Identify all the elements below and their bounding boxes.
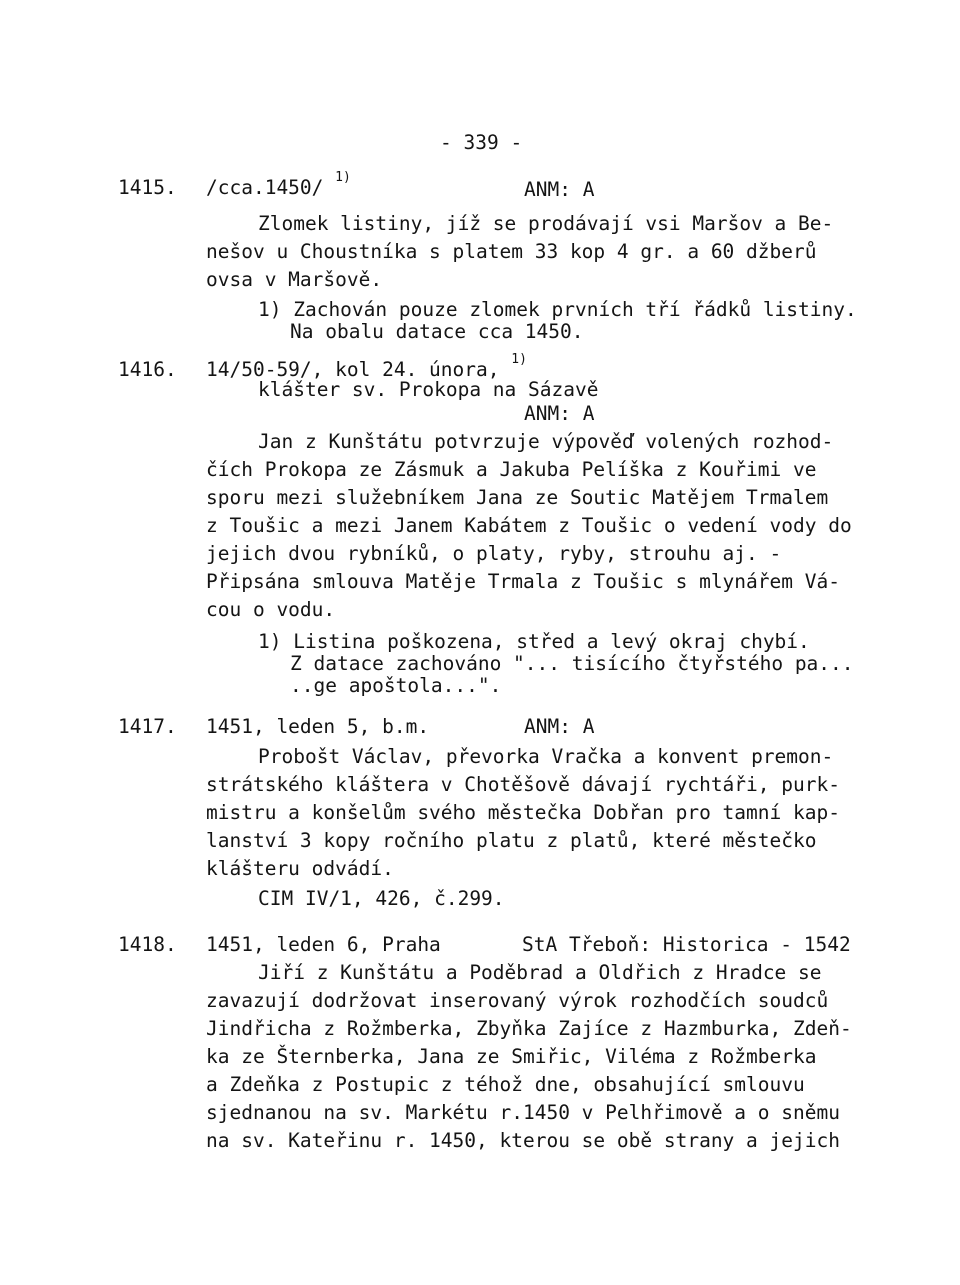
text-line: Probošt Václav, převorka Vračka a konvent premon- [258, 745, 834, 768]
text-line: jejich dvou rybníků, o platy, ryby, strouhu aj. - [206, 542, 782, 565]
footnote-line: 1) Zachován pouze zlomek prvních tří řádků listiny. [258, 298, 857, 321]
text-line: a Zdeňka z Postupic z téhož dne, obsahující smlouvu [206, 1073, 805, 1096]
entry-date: 1451, leden 6, Praha [206, 933, 441, 956]
text-line: nešov u Choustníka s platem 33 kop 4 gr. a 60 džberů [206, 240, 817, 263]
text-line: Jiří z Kunštátu a Poděbrad a Oldřich z Hradce se [258, 961, 822, 984]
text-line: Jindřicha z Rožmberka, Zbyňka Zajíce z Hazmburka, Zdeň- [206, 1017, 852, 1040]
text-line: Připsána smlouva Matěje Trmala z Toušic s mlynářem Vá- [206, 570, 840, 593]
footnote-line: Na obalu datace cca 1450. [290, 320, 584, 343]
footnote-mark: 1) [511, 351, 527, 367]
text-line: cou o vodu. [206, 598, 336, 621]
archive-reference: ANM: A [524, 402, 595, 425]
text-line: ka ze Šternberka, Jana ze Smiřic, Viléma z Rožmberka [206, 1045, 817, 1068]
text-line: Zlomek listiny, jíž se prodávají vsi Maršov a Be- [258, 212, 834, 235]
text-line: klášteru odvádí. [206, 857, 394, 880]
footnote-line: 1) Listina poškozena, střed a levý okraj chybí. [258, 630, 810, 653]
date-text: 14/50-59/, kol 24. února, [206, 358, 500, 381]
archive-reference: ANM: A [524, 178, 595, 201]
entry-date: 1451, leden 5, b.m. [206, 715, 430, 738]
entry-number: 1416. [118, 358, 177, 381]
text-line: sjednanou na sv. Markétu r.1450 v Pelhřimově a o sněmu [206, 1101, 840, 1124]
footnote-line: ..ge apoštola...". [290, 674, 502, 697]
date-text: /cca.1450/ [206, 176, 324, 199]
text-line: zavazují dodržovat inserovaný výrok rozhodčích soudců [206, 989, 829, 1012]
text-line: lanství 3 kopy ročního platu z platů, které městečko [206, 829, 817, 852]
footnote-line: Z datace zachováno "... tisícího čtyřstého pa... [290, 652, 854, 675]
text-line: strátského kláštera v Chotěšově dávají rychtáři, purk- [206, 773, 840, 796]
citation: CIM IV/1, 426, č.299. [258, 887, 505, 910]
entry-place: klášter sv. Prokopa na Sázavě [258, 378, 599, 401]
entry-date [206, 169, 351, 202]
text-line: ovsa v Maršově. [206, 268, 383, 291]
archive-reference: ANM: A [524, 715, 595, 738]
text-line: z Toušic a mezi Janem Kabátem z Toušic o vedení vody do [206, 514, 852, 537]
text-line: mistru a konšelům svého městečka Dobřan pro tamní kap- [206, 801, 840, 824]
text-line: na sv. Kateřinu r. 1450, kterou se obě strany a jejich [206, 1129, 840, 1152]
page-number: - 339 - [440, 131, 523, 154]
text-line: sporu mezi služebníkem Jana ze Soutic Matějem Trmalem [206, 486, 829, 509]
footnote-mark: 1) [335, 169, 351, 185]
archive-reference: StA Třeboň: Historica - 1542 [522, 933, 851, 956]
text-line: čích Prokopa ze Zásmuk a Jakuba Pelíška z Kouřimi ve [206, 458, 817, 481]
text-line: Jan z Kunštátu potvrzuje výpověď volených rozhod- [258, 430, 834, 453]
entry-number: 1418. [118, 933, 177, 956]
entry-number: 1415. [118, 176, 177, 199]
entry-number: 1417. [118, 715, 177, 738]
